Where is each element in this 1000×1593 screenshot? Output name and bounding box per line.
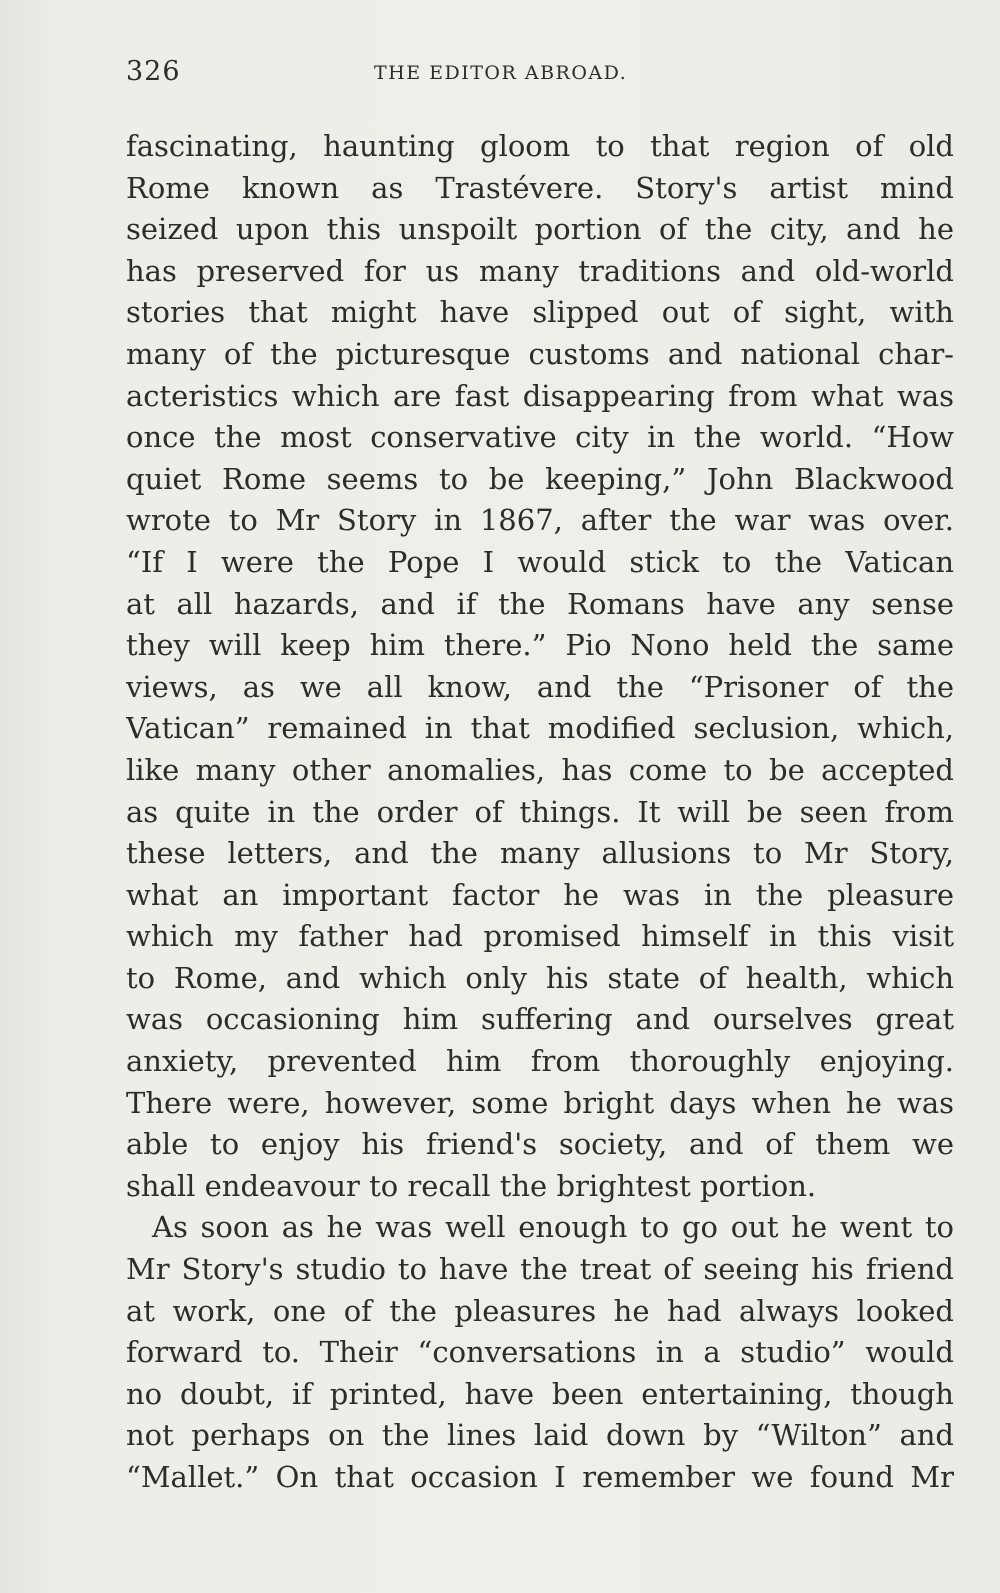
text-line: stories that might have slipped out of sight, with [126, 295, 954, 330]
text-line: anxiety, prevented him from thoroughly enjoying. [126, 1044, 954, 1079]
text-line: acteristics which are fast disappearing from what was [126, 378, 954, 413]
running-title: THE EDITOR ABROAD. [374, 62, 628, 84]
text-line: what an important factor he was in the pleasure [126, 877, 954, 912]
text-line: shall endeavour to recall the brightest portion. [126, 1168, 817, 1203]
text-line: once the most conservative city in the world. “How [126, 420, 954, 455]
text-line: at work, one of the pleasures he had always looked [126, 1293, 954, 1328]
text-line: no doubt, if printed, have been entertaining, though [126, 1376, 954, 1411]
body-text [126, 126, 954, 1499]
text-line: to Rome, and which only his state of health, which [126, 960, 954, 995]
text-line: seized upon this unspoilt portion of the city, and he [126, 212, 954, 247]
text-line: fascinating, haunting gloom to that region of old [126, 129, 954, 163]
page-number: 326 [126, 56, 181, 87]
text-line: able to enjoy his friend's society, and of them we [126, 1127, 954, 1162]
text-line: “Mallet.” On that occasion I remember we found Mr [126, 1460, 954, 1494]
text-line: not perhaps on the lines laid down by “Wilton” and [126, 1418, 954, 1453]
text-line: many of the picturesque customs and national char- [126, 336, 954, 371]
text-line: Rome known as Trastévere. Story's artist mind [126, 170, 954, 205]
text-line: forward to. Their “conversations in a studio” would [126, 1335, 954, 1370]
text-line: quiet Rome seems to be keeping,” John Blackwood [126, 461, 954, 496]
paragraph [126, 126, 954, 1207]
text-line: Mr Story's studio to have the treat of seeing his friend [126, 1252, 954, 1287]
text-line: “If I were the Pope I would stick to the Vatican [126, 544, 954, 579]
text-line: has preserved for us many traditions and old-world [126, 253, 954, 288]
text-line: There were, however, some bright days when he was [126, 1085, 954, 1120]
text-line: which my father had promised himself in this visit [126, 919, 954, 954]
paragraph [126, 1207, 954, 1498]
text-line: As soon as he was well enough to go out he went to [152, 1210, 954, 1245]
text-line: views, as we all know, and the “Prisoner of the [126, 669, 954, 704]
text-line: they will keep him there.” Pio Nono held the same [126, 628, 954, 663]
text-line: as quite in the order of things. It will be seen from [126, 794, 954, 829]
text-line: these letters, and the many allusions to Mr Story, [126, 836, 954, 871]
text-line: Vatican” remained in that modified seclusion, which, [126, 711, 954, 746]
text-line: at all hazards, and if the Romans have any sense [126, 586, 954, 621]
page-header [126, 56, 950, 96]
text-line: wrote to Mr Story in 1867, after the war was over. [126, 503, 954, 538]
text-line: like many other anomalies, has come to be accepted [126, 752, 954, 787]
text-line: was occasioning him suffering and ourselves great [126, 1002, 954, 1037]
